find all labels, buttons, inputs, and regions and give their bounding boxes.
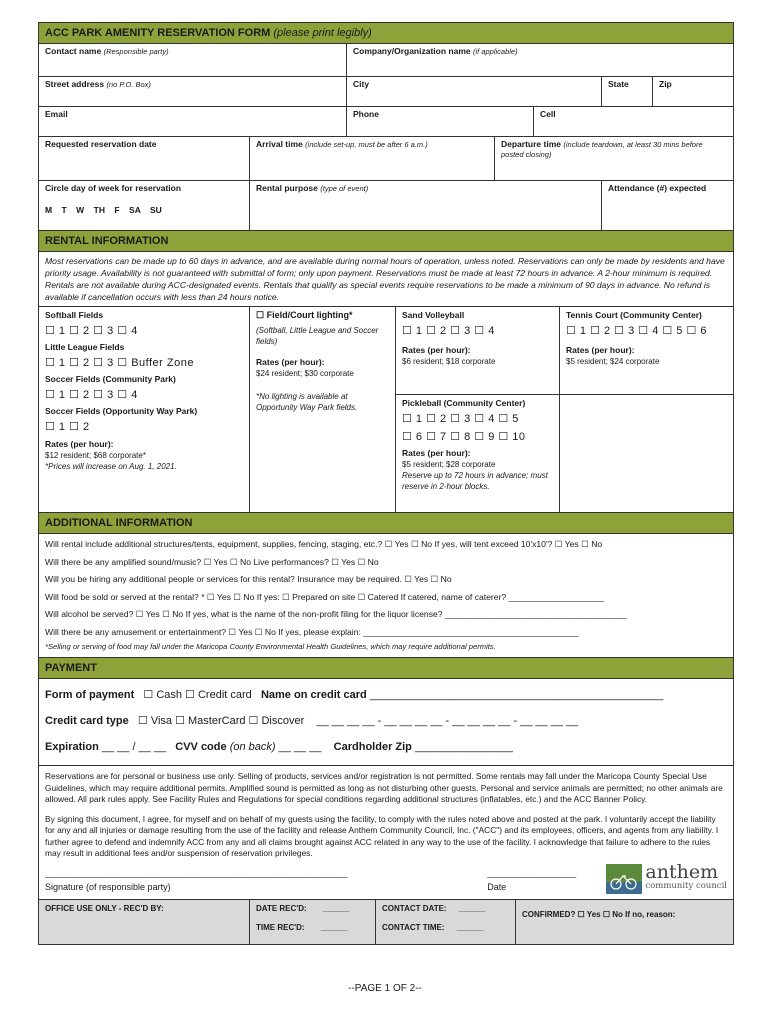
pickleball-checkboxes-2[interactable]: ☐ 6 ☐ 7 ☐ 8 ☐ 9 ☐ 10 bbox=[402, 431, 526, 443]
contact-name-label: Contact name bbox=[45, 46, 102, 56]
logo-subtitle: community council bbox=[645, 880, 727, 891]
day-of-week-label: Circle day of week for reservation bbox=[45, 183, 182, 193]
email-field[interactable] bbox=[39, 107, 347, 136]
question-amplified-sound[interactable]: Will there be any amplified sound/music? ☐ Yes ☐ No Live performances? ☐ Yes ☐ No bbox=[45, 556, 379, 567]
contact-time-input[interactable]: ______ bbox=[456, 922, 484, 932]
card-type-label: Credit card type bbox=[45, 715, 129, 727]
expiration-label: Expiration bbox=[45, 741, 99, 753]
additional-info-header: ADDITIONAL INFORMATION bbox=[38, 513, 734, 534]
name-on-card-input[interactable]: ________________________________________________ bbox=[369, 689, 664, 701]
office-confirmed[interactable]: CONFIRMED? ☐ Yes ☐ No If no, reason: bbox=[522, 909, 676, 919]
pickle-rates: $5 resident; $28 corporate bbox=[402, 460, 496, 469]
soccer-cp-checkboxes[interactable]: ☐ 1 ☐ 2 ☐ 3 ☐ 4 bbox=[45, 389, 138, 401]
company-note: (if applicable) bbox=[472, 47, 518, 56]
tennis-rates: $5 resident; $24 corporate bbox=[566, 357, 660, 366]
phone-field[interactable] bbox=[347, 107, 534, 136]
date-recd-label: DATE REC'D: bbox=[256, 903, 307, 913]
soccer-cp-label: Soccer Fields (Community Park) bbox=[45, 374, 176, 384]
expiration-input[interactable]: __ __ / __ __ bbox=[101, 741, 167, 753]
little-league-label: Little League Fields bbox=[45, 342, 125, 352]
lighting-rates-label: Rates (per hour): bbox=[256, 357, 325, 367]
courts-area bbox=[396, 307, 733, 512]
cvv-note: (on back) bbox=[229, 741, 276, 753]
company-field[interactable] bbox=[347, 44, 733, 76]
anthem-logo bbox=[606, 860, 727, 894]
pickleball-checkboxes-1[interactable]: ☐ 1 ☐ 2 ☐ 3 ☐ 4 ☐ 5 bbox=[402, 413, 519, 425]
reservation-form bbox=[38, 22, 734, 945]
cardholder-zip-input[interactable]: ________________ bbox=[414, 741, 513, 753]
payment-header: PAYMENT bbox=[38, 658, 734, 679]
rental-info-header: RENTAL INFORMATION bbox=[38, 231, 734, 252]
cell-field[interactable] bbox=[534, 107, 733, 136]
question-food[interactable]: Will food be sold or served at the rental? * ☐ Yes ☐ No If yes: ☐ Prepared on site ☐ Catered If catered, name of caterer? ____________________ bbox=[45, 591, 605, 602]
departure-time-field[interactable] bbox=[495, 137, 733, 180]
softball-label: Softball Fields bbox=[45, 310, 104, 320]
date-input[interactable]: ____________________ bbox=[487, 868, 577, 878]
attendance-field[interactable] bbox=[602, 181, 733, 230]
cardholder-zip-label: Cardholder Zip bbox=[333, 741, 412, 753]
lighting-column bbox=[250, 307, 396, 512]
email-label: Email bbox=[45, 109, 68, 119]
soccer-ow-label: Soccer Fields (Opportunity Way Park) bbox=[45, 406, 198, 416]
tennis-label: Tennis Court (Community Center) bbox=[566, 310, 702, 320]
state-label: State bbox=[608, 79, 629, 89]
rental-purpose-note: (type of event) bbox=[320, 184, 369, 193]
arrival-time-label: Arrival time bbox=[256, 139, 303, 149]
requested-date-label: Requested reservation date bbox=[45, 139, 157, 149]
terms-section bbox=[38, 766, 734, 900]
phone-label: Phone bbox=[353, 109, 379, 119]
zip-label: Zip bbox=[659, 79, 672, 89]
fields-rates: $12 resident; $68 corporate* bbox=[45, 451, 146, 460]
attendance-label: Attendance (#) expected bbox=[608, 183, 707, 193]
street-field[interactable] bbox=[39, 77, 347, 106]
state-field[interactable] bbox=[602, 77, 653, 106]
rental-purpose-field[interactable] bbox=[250, 181, 602, 230]
signature-input[interactable]: ____________________________________________________________________ bbox=[45, 868, 348, 878]
sand-volleyball-checkboxes[interactable]: ☐ 1 ☐ 2 ☐ 3 ☐ 4 bbox=[402, 325, 495, 337]
city-field[interactable] bbox=[347, 77, 602, 106]
payment-section bbox=[38, 679, 734, 766]
form-title: ACC PARK AMENITY RESERVATION FORM bbox=[45, 27, 271, 39]
prices-note: *Prices will increase on Aug. 1, 2021. bbox=[45, 462, 177, 471]
question-alcohol[interactable]: Will alcohol be served? ☐ Yes ☐ No If yes, what is the name of the non-profit filing for the liquor license? ______________________________________ bbox=[45, 609, 627, 619]
tree-logo-icon bbox=[606, 864, 642, 894]
form-of-payment-options[interactable]: ☐ Cash ☐ Credit card bbox=[143, 689, 252, 701]
tennis-checkboxes[interactable]: ☐ 1 ☐ 2 ☐ 3 ☐ 4 ☐ 5 ☐ 6 bbox=[566, 325, 707, 337]
fields-rates-label: Rates (per hour): bbox=[45, 439, 114, 449]
contact-time-label: CONTACT TIME: bbox=[382, 922, 445, 932]
rental-intro: Most reservations can be made up to 60 days in advance, and are available during normal hours of operation, unless noted. Reservations can only be made by residents and have priority usage. Availability is not guaranteed with submittal of form; only upon payment. Reservations must be made at least 72 hours in advance. A 2-hour minimum is required. Rentals are not available during ACC-designated events. Rentals that qualify as special events require reservations to be made a minimum of 90 days in advance. No refund is available if cancellation occurs with less than 24 hours notice. bbox=[38, 252, 734, 307]
departure-time-note: (include teardown, at least 30 mins before posted closing) bbox=[501, 140, 703, 159]
page-footer: --PAGE 1 OF 2-- bbox=[348, 983, 422, 994]
requested-date-field[interactable] bbox=[39, 137, 250, 180]
arrival-time-note: (include set-up, must be after 6 a.m.) bbox=[305, 140, 428, 149]
departure-time-label: Departure time bbox=[501, 139, 561, 149]
lighting-checkbox[interactable]: ☐ Field/Court lighting* bbox=[256, 310, 353, 320]
sand-volleyball-label: Sand Volleyball bbox=[402, 310, 465, 320]
pickleball-column bbox=[396, 395, 560, 512]
office-date-time bbox=[250, 900, 376, 944]
additional-questions bbox=[38, 534, 734, 658]
tennis-column bbox=[560, 307, 733, 394]
sand-rates: $6 resident; $18 corporate bbox=[402, 357, 496, 366]
tennis-rates-label: Rates (per hour): bbox=[566, 345, 635, 355]
signature-label: Signature (of responsible party) bbox=[45, 882, 171, 892]
contact-name-note: (Responsible party) bbox=[103, 47, 169, 56]
question-hiring[interactable]: Will you be hiring any additional people or services for this rental? Insurance may be required. ☐ Yes ☐ No bbox=[45, 574, 452, 584]
softball-checkboxes[interactable]: ☐ 1 ☐ 2 ☐ 3 ☐ 4 bbox=[45, 325, 138, 337]
rental-grid bbox=[38, 307, 734, 513]
food-note: *Selling or serving of food may fall under the Maricopa County Environmental Health Guidelines, which may require additional permits. bbox=[45, 642, 496, 651]
day-of-week-field[interactable] bbox=[39, 181, 250, 230]
fields-column bbox=[39, 307, 250, 512]
date-recd-input[interactable]: ______ bbox=[322, 903, 350, 913]
office-contact bbox=[376, 900, 516, 944]
city-label: City bbox=[353, 79, 370, 89]
logo-wordmark: anthem bbox=[645, 860, 719, 883]
rental-purpose-label: Rental purpose bbox=[256, 183, 318, 193]
question-structures[interactable]: Will rental include additional structures/tents, equipment, supplies, fencing, staging, etc.? ☐ Yes ☐ No If yes, will tent exceed 10'x10'? ☐ Yes ☐ No bbox=[45, 539, 603, 549]
sand-rates-label: Rates (per hour): bbox=[402, 345, 471, 355]
card-number-input[interactable]: __ __ __ __ - __ __ __ __ - __ __ __ __ - __ __ __ __ bbox=[316, 715, 579, 727]
cell-label: Cell bbox=[540, 109, 556, 119]
pickleball-label: Pickleball (Community Center) bbox=[402, 398, 526, 408]
arrival-time-field[interactable] bbox=[250, 137, 495, 180]
question-entertainment[interactable]: Will there be any amusement or entertainment? ☐ Yes ☐ No If yes, please explain: _____________________________________________ bbox=[45, 626, 579, 637]
office-use-section bbox=[38, 900, 734, 945]
form-title-bar bbox=[38, 22, 734, 44]
zip-field[interactable] bbox=[653, 77, 733, 106]
office-recd-by: OFFICE USE ONLY - REC'D BY: bbox=[39, 900, 250, 944]
day-of-week-options[interactable]: M T W TH F SA SU bbox=[45, 205, 162, 215]
sand-volleyball-column bbox=[396, 307, 560, 394]
terms-paragraph-2: By signing this document, I agree, for myself and on behalf of my guests using the facility, to comply with the rules noted above and posted at the park. I voluntarily accept the liability for any and all injuries or damage resulting from the use of the facility and release Anthem Community Council, Inc. ("ACC") and its employees, officers, and agents from any liability. I further agree to defend and indemnify ACC from any and all claims brought against ACC related in any way to the use of the facility. I acknowledge that failure to adhere to the rules may result in additional fees and/or suspension of reservation privileges. bbox=[45, 813, 719, 858]
contact-date-label: CONTACT DATE: bbox=[382, 903, 447, 913]
date-label: Date bbox=[487, 882, 507, 892]
lighting-availability-note: *No lighting is available at Opportunity Way Park fields. bbox=[256, 392, 358, 412]
lighting-note: (Softball, Little League and Soccer fields) bbox=[256, 326, 379, 346]
time-recd-input[interactable]: ______ bbox=[320, 922, 348, 932]
soccer-ow-checkboxes[interactable]: ☐ 1 ☐ 2 bbox=[45, 421, 90, 433]
street-note: (no P.O. Box) bbox=[106, 80, 151, 89]
contact-name-field[interactable] bbox=[39, 44, 347, 76]
lighting-rates: $24 resident; $30 corporate bbox=[256, 369, 354, 378]
form-of-payment-label: Form of payment bbox=[45, 689, 135, 701]
name-on-card-label: Name on credit card bbox=[260, 689, 367, 701]
cvv-input[interactable]: __ __ __ bbox=[278, 741, 322, 753]
little-league-checkboxes[interactable]: ☐ 1 ☐ 2 ☐ 3 ☐ Buffer Zone bbox=[45, 357, 194, 369]
cvv-label: CVV code bbox=[175, 741, 227, 753]
card-type-options[interactable]: ☐ Visa ☐ MasterCard ☐ Discover bbox=[137, 715, 305, 727]
pickle-rates-label: Rates (per hour): bbox=[402, 448, 471, 458]
form-title-note: (please print legibly) bbox=[273, 27, 372, 39]
company-label: Company/Organization name bbox=[353, 46, 471, 56]
terms-paragraph-1: Reservations are for personal or business use only. Selling of products, services and/or registration is not permitted. Some rentals may fall under the Maricopa County Special Use Guidelines, which may require additional permits. Amplified sound is permitted as long as not disturbing other guests. Personal and service animals are permitted; no other animals are allowed. All park rules apply. See Facility Rules and Regulations for special conditions regarding additional structures (inflatables, etc.) and the ACC Banner Policy. bbox=[45, 771, 723, 804]
time-recd-label: TIME REC'D: bbox=[256, 922, 305, 932]
street-label: Street address bbox=[45, 79, 105, 89]
pickle-note: Reserve up to 72 hours in advance; must reserve in 2-hour blocks. bbox=[402, 471, 548, 491]
contact-date-input[interactable]: ______ bbox=[458, 903, 486, 913]
